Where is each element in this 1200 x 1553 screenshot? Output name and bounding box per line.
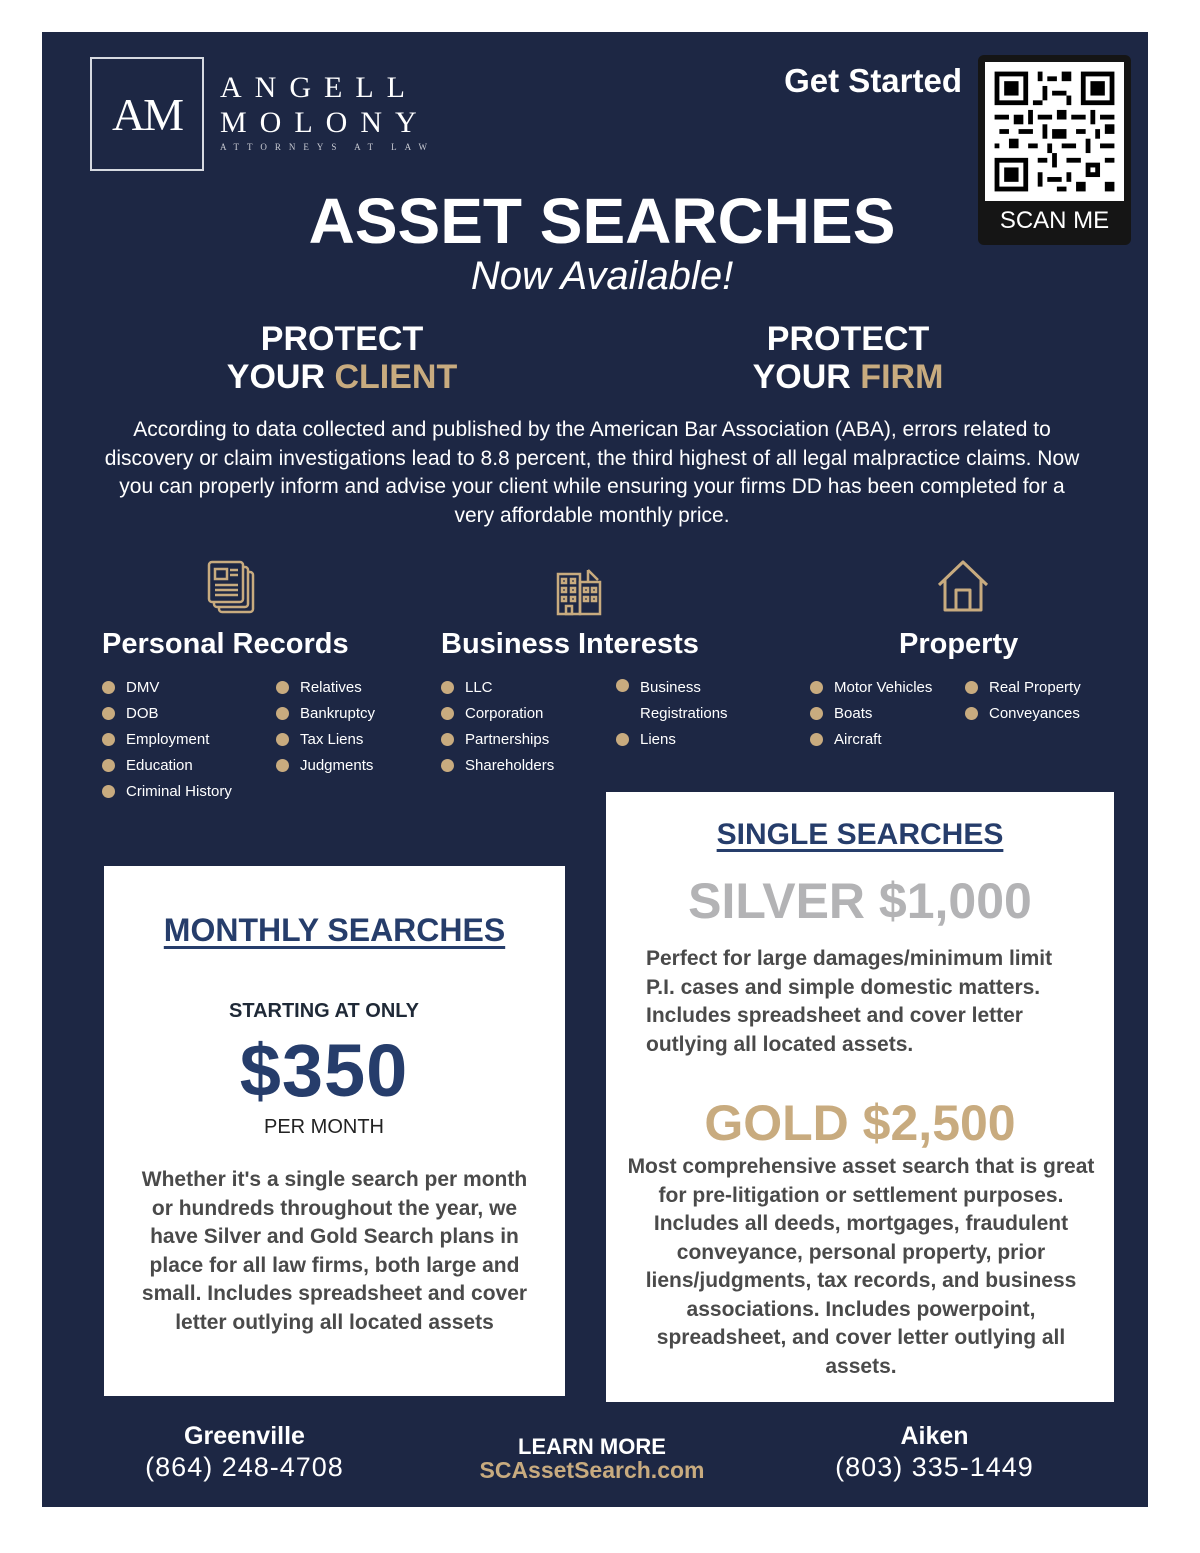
personal-list-col1 <box>102 677 232 807</box>
aiken-phone[interactable]: (803) 335-1449 <box>835 1452 1034 1482</box>
page-subtitle: Now Available! <box>470 254 734 298</box>
silver-description: Perfect for large damages/minimum limit P.I. cases and simple domestic matters. Includes spreadsheet and cover letter outlying all located assets. <box>646 947 1053 1056</box>
single-searches-heading: SINGLE SEARCHES <box>716 818 1004 851</box>
aiken-city: Aiken <box>900 1422 969 1450</box>
property-title: Property <box>899 628 1019 660</box>
property-list-col2 <box>965 677 1081 729</box>
firm-tagline: ATTORNEYS AT LAW <box>220 142 435 152</box>
list-item: Real Property <box>965 677 1081 703</box>
silver-price: SILVER $1,000 <box>688 873 1032 929</box>
personal-records-title: Personal Records <box>102 628 349 660</box>
website-link[interactable]: SCAssetSearch.com <box>479 1457 705 1483</box>
list-item: Criminal History <box>102 781 232 807</box>
protect-firm-heading <box>698 320 998 396</box>
qr-code-icon <box>985 62 1124 201</box>
protect-client-line2 <box>192 358 492 396</box>
list-item: Employment <box>102 729 232 755</box>
greenville-phone[interactable]: (864) 248-4708 <box>145 1452 344 1482</box>
business-list-col2 <box>616 677 756 755</box>
monthly-description: Whether it's a single search per month or hundreds throughout the year, we have Silver and Gold Search plans in place for all law firms, both large and small. Includes spreadsheet and cover letter outlying all located assets <box>141 1168 528 1334</box>
property-list-col1 <box>810 677 932 755</box>
firm-name-line1: ANGELL <box>220 71 418 104</box>
list-item: Liens <box>616 729 756 755</box>
intro-paragraph: According to data collected and published by the American Bar Association (ABA), errors related to discovery or claim investigations lead to 8.8 percent, the third highest of all legal malpractice claims. Now you can properly inform and advise your client while ensuring your firms DD has been completed for a very affordable monthly price. <box>104 418 1080 527</box>
list-item: Partnerships <box>441 729 554 755</box>
greenville-city: Greenville <box>184 1422 305 1450</box>
list-item: LLC <box>441 677 554 703</box>
business-list-col1 <box>441 677 554 781</box>
list-item: DMV <box>102 677 232 703</box>
firm-name-line2: MOLONY <box>220 106 430 139</box>
list-item: Judgments <box>276 755 375 781</box>
list-item: Business Registrations <box>616 675 756 727</box>
monthly-searches-heading: MONTHLY SEARCHES <box>163 912 506 948</box>
documents-icon <box>205 560 261 616</box>
starting-at-label: STARTING AT ONLY <box>229 1000 419 1022</box>
list-item: Corporation <box>441 703 554 729</box>
list-item: Conveyances <box>965 703 1081 729</box>
monogram-text: AM <box>111 88 183 140</box>
protect-client-line1: PROTECT <box>260 320 424 358</box>
business-interests-title: Business Interests <box>441 628 699 660</box>
list-item: Education <box>102 755 232 781</box>
get-started-text: Get Started <box>784 62 962 99</box>
protect-client-your: YOUR <box>226 358 325 396</box>
protect-firm-your: YOUR <box>752 358 851 396</box>
gold-description: Most comprehensive asset search that is great for pre-litigation or settlement purposes. Includes all deeds, mortgages, fraudulent conveyance, personal property, prior liens/judgments, tax records, and business associations. Includes powerpoint, spreadsheet, and cover letter outlying all assets. <box>627 1155 1095 1378</box>
flyer <box>42 32 1148 1507</box>
single-searches-card <box>606 792 1114 1402</box>
logo-monogram <box>90 57 204 171</box>
scan-me-label: SCAN ME <box>999 207 1110 234</box>
personal-list-col2 <box>276 677 375 781</box>
list-item: Motor Vehicles <box>810 677 932 703</box>
protect-client-word: CLIENT <box>334 358 458 396</box>
per-month-label: PER MONTH <box>264 1116 384 1138</box>
learn-more-label: LEARN MORE <box>518 1434 666 1459</box>
list-item: Boats <box>810 703 932 729</box>
list-item: Shareholders <box>441 755 554 781</box>
list-item: Relatives <box>276 677 375 703</box>
protect-firm-word: FIRM <box>860 358 944 396</box>
list-item: Bankruptcy <box>276 703 375 729</box>
list-item: Aircraft <box>810 729 932 755</box>
protect-firm-line2 <box>698 358 998 396</box>
list-item: DOB <box>102 703 232 729</box>
page-title: ASSET SEARCHES <box>308 185 896 257</box>
list-item: Tax Liens <box>276 729 375 755</box>
monthly-price: $350 <box>239 1029 409 1112</box>
monthly-searches-card <box>104 866 565 1396</box>
building-icon <box>552 562 608 618</box>
protect-firm-line1: PROTECT <box>766 320 930 358</box>
house-icon <box>935 558 991 614</box>
protect-client-heading <box>192 320 492 396</box>
gold-price: GOLD $2,500 <box>704 1095 1016 1151</box>
